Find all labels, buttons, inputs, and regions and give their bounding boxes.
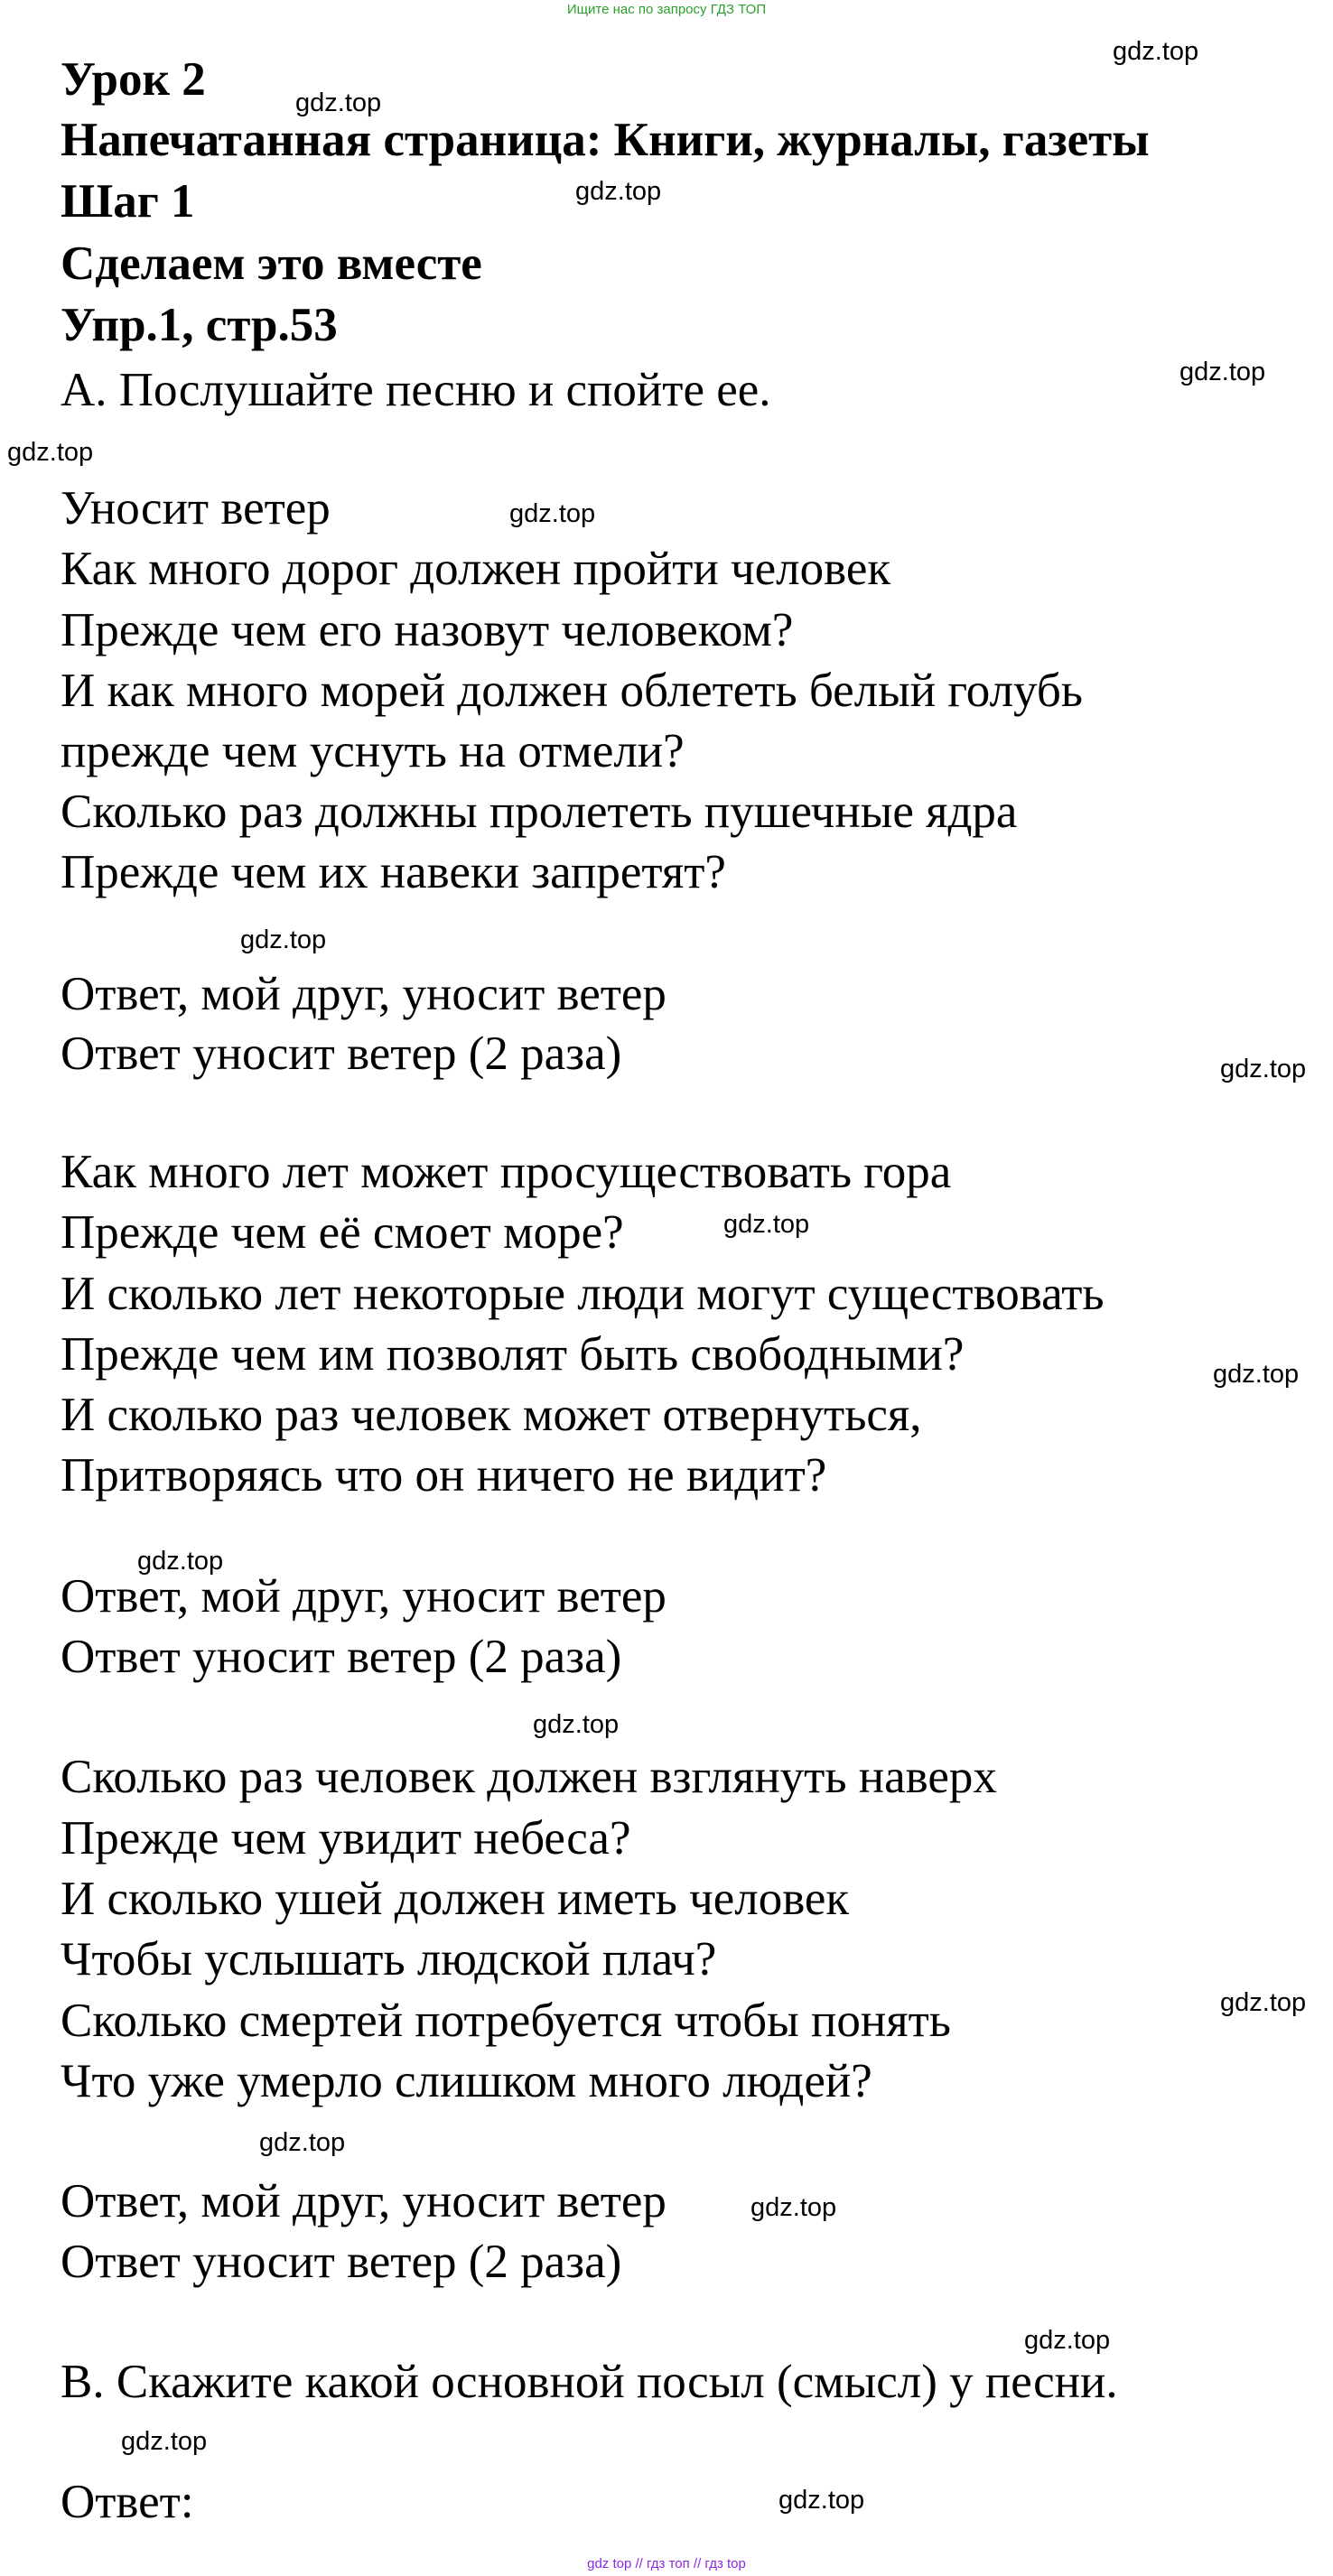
lesson-heading: Урок 2 — [61, 53, 206, 106]
song-line: Сколько раз человек должен взглянуть наверх — [61, 1751, 997, 1803]
watermark: gdz.top — [259, 2128, 346, 2157]
song-line: Как много лет может просуществовать гора — [61, 1146, 952, 1198]
answer-label: Ответ: — [61, 2476, 194, 2528]
chorus-line: Ответ, мой друг, уносит ветер — [61, 968, 666, 1020]
watermark: gdz.top — [1213, 1360, 1300, 1389]
song-line: Чтобы услышать людской плач? — [61, 1933, 717, 1985]
exercise-heading: Упр.1, стр.53 — [61, 299, 338, 351]
section-heading: Сделаем это вместе — [61, 237, 482, 290]
chorus-line: Ответ уносит ветер (2 раза) — [61, 1028, 622, 1080]
bottom-banner[interactable]: gdz top // гдз топ // гдз top — [587, 2556, 746, 2571]
chorus-line: Ответ уносит ветер (2 раза) — [61, 1631, 622, 1683]
watermark: gdz.top — [137, 1547, 224, 1576]
watermark: gdz.top — [1113, 37, 1199, 66]
song-line: Сколько раз должны пролететь пушечные ядра — [61, 786, 1018, 838]
watermark: gdz.top — [1179, 358, 1266, 386]
task-a: A. Послушайте песню и спойте ее. — [61, 364, 771, 416]
song-line: Прежде чем его назовут человеком? — [61, 604, 794, 656]
watermark: gdz.top — [509, 499, 596, 528]
chorus-line: Ответ, мой друг, уносит ветер — [61, 2175, 666, 2227]
song-line: прежде чем уснуть на отмели? — [61, 725, 685, 777]
task-b: B. Скажите какой основной посыл (смысл) у песни. — [61, 2356, 1118, 2408]
watermark: gdz.top — [1220, 1988, 1307, 2017]
lesson-title: Напечатанная страница: Книги, журналы, газеты — [61, 114, 1150, 166]
watermark: gdz.top — [575, 177, 662, 206]
chorus-line: Ответ, мой друг, уносит ветер — [61, 1570, 666, 1623]
song-line: Уносит ветер — [61, 482, 331, 535]
watermark: gdz.top — [723, 1210, 810, 1239]
watermark: gdz.top — [7, 438, 94, 467]
song-line: Прежде чем увидит небеса? — [61, 1812, 631, 1865]
song-line: Прежде чем её смоет море? — [61, 1206, 624, 1259]
song-line: Прежде чем их навеки запретят? — [61, 846, 726, 898]
watermark: gdz.top — [750, 2193, 837, 2222]
song-line: Что уже умерло слишком много людей? — [61, 2055, 872, 2107]
watermark: gdz.top — [778, 2486, 865, 2515]
watermark: gdz.top — [295, 88, 382, 117]
song-line: И как много морей должен облететь белый голубь — [61, 665, 1083, 717]
song-line: Прежде чем им позволят быть свободными? — [61, 1328, 965, 1381]
watermark: gdz.top — [1220, 1055, 1307, 1083]
song-line: И сколько лет некоторые люди могут существовать — [61, 1268, 1105, 1320]
watermark: gdz.top — [121, 2427, 208, 2456]
song-line: И сколько ушей должен иметь человек — [61, 1873, 850, 1925]
song-line: Притворяясь что он ничего не видит? — [61, 1449, 827, 1502]
step-heading: Шаг 1 — [61, 175, 195, 228]
top-banner[interactable]: Ищите нас по запросу ГДЗ ТОП — [566, 2, 767, 17]
song-line: Сколько смертей потребуется чтобы понять — [61, 1995, 951, 2047]
watermark: gdz.top — [533, 1710, 620, 1739]
watermark: gdz.top — [1024, 2326, 1111, 2355]
chorus-line: Ответ уносит ветер (2 раза) — [61, 2236, 622, 2288]
watermark: gdz.top — [240, 925, 327, 954]
song-line: И сколько раз человек может отвернуться, — [61, 1389, 922, 1441]
song-line: Как много дорог должен пройти человек — [61, 543, 891, 595]
